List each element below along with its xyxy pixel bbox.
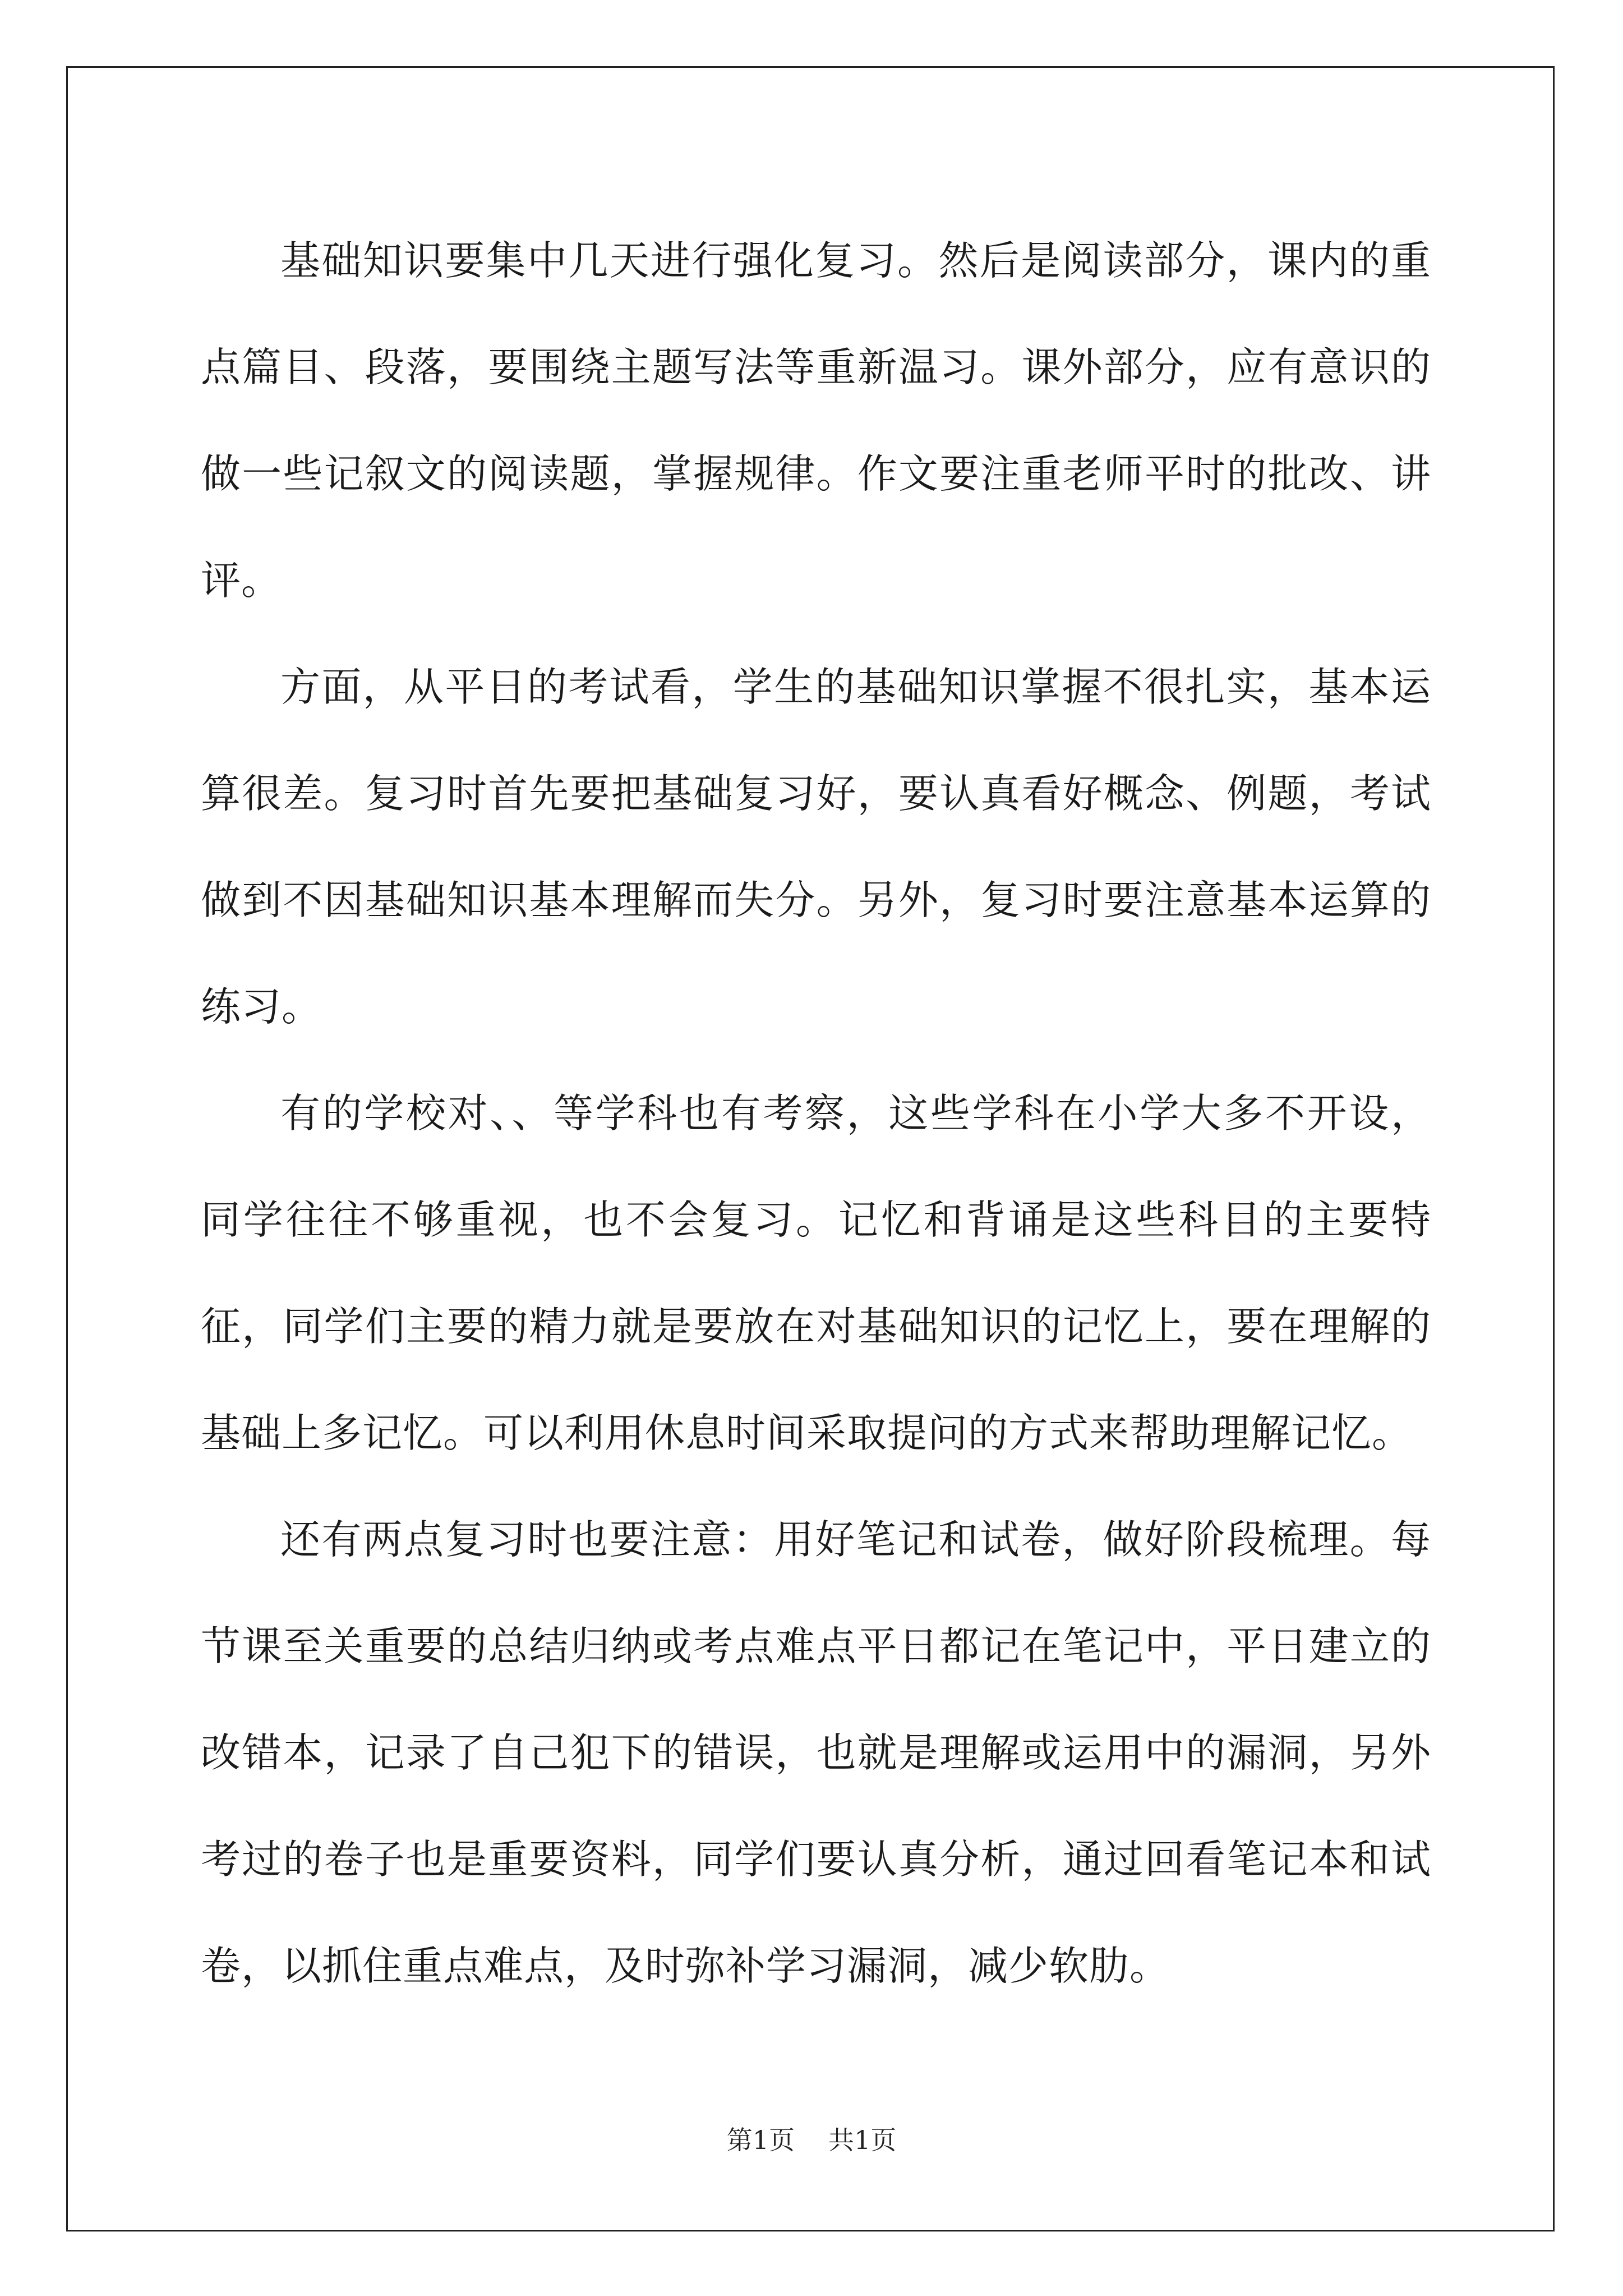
page-count: 共1页 <box>828 2125 897 2155</box>
paragraph-3: 有的学校对、、等学科也有考察，这些学科在小学大多不开设，同学往往不够重视，也不会复习。记忆和背诵是这些科目的主要特征，同学们主要的精力就是要放在对基础知识的记忆上，要在理解的基础上多记忆。可以利用休息时间采取提问的方式来帮助理解记忆。 <box>201 1090 1431 1456</box>
paragraph-2: 方面，从平日的考试看，学生的基础知识掌握不很扎实，基本运算很差。复习时首先要把基础复习好，要认真看好概念、例题，考试做到不因基础知识基本理解而失分。另外，复习时要注意基本运算的练习。 <box>201 664 1431 1030</box>
paragraph-4: 还有两点复习时也要注意：用好笔记和试卷，做好阶段梳理。每节课至关重要的总结归纳或考点难点平日都记在笔记中，平日建立的改错本，记录了自己犯下的错误，也就是理解或运用中的漏洞，另外考过的卷子也是重要资料，同学们要认真分析，通过回看笔记本和试卷，以抓住重点难点，及时弥补学习漏洞，减少软肋。 <box>201 1516 1431 1989</box>
paragraph-1: 基础知识要集中几天进行强化复习。然后是阅读部分，课内的重点篇目、段落，要围绕主题写法等重新温习。课外部分，应有意识的做一些记叙文的阅读题，掌握规律。作文要注重老师平时的批改、讲评。 <box>201 237 1431 604</box>
page-number: 第1页 <box>726 2125 795 2155</box>
page-footer <box>0 2123 1623 2157</box>
document-body <box>201 208 1431 2019</box>
